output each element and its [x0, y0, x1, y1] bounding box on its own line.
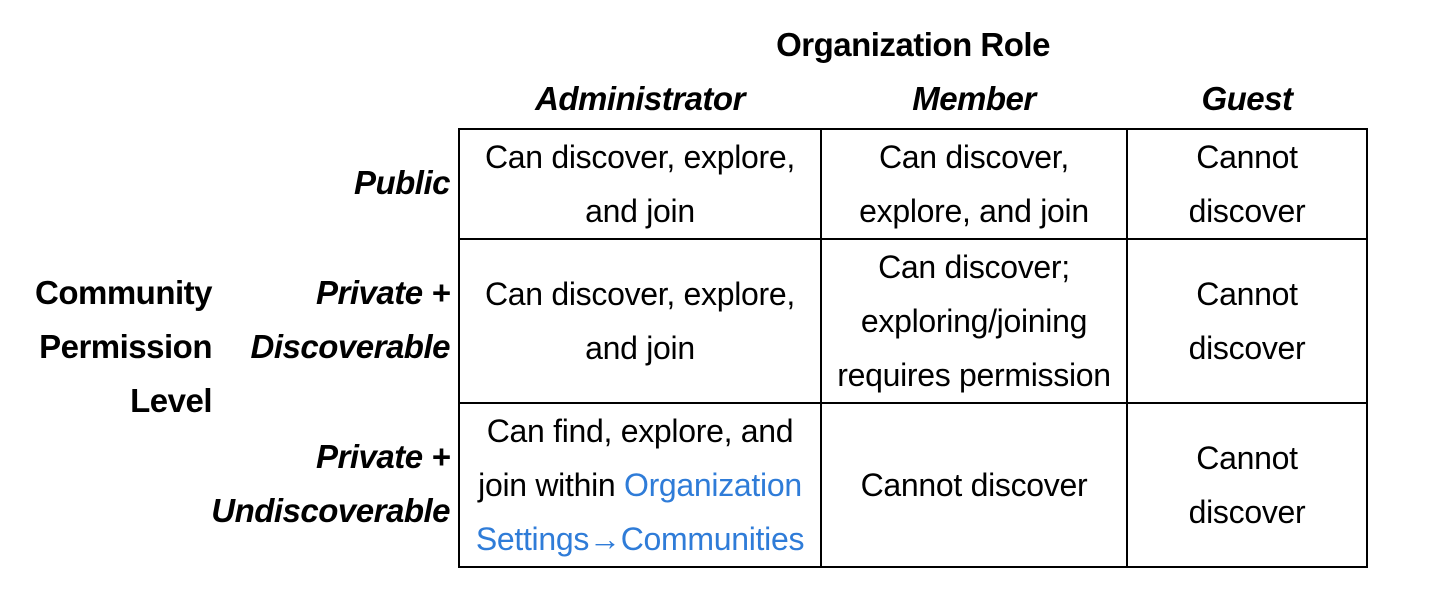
side-title-line: Community [35, 274, 212, 311]
permission-matrix-table [458, 128, 1368, 568]
column-header-administrator: Administrator [535, 80, 745, 117]
cell-private-discoverable-guest [1127, 239, 1367, 403]
cell-public-administrator [459, 129, 821, 239]
cell-line: explore, and join [859, 193, 1089, 229]
cell-line: Can find, explore, and [486, 413, 794, 449]
side-title-line: Level [130, 382, 212, 419]
cell-line: and join [585, 193, 695, 229]
side-title-line: Permission [39, 328, 212, 365]
cell-line: Cannot [1196, 440, 1298, 476]
cell-private-undiscoverable-member [821, 403, 1127, 567]
row-header-line: Undiscoverable [211, 492, 450, 529]
cell-line: Cannot [1196, 276, 1298, 312]
cell-line: Cannot [1196, 139, 1298, 175]
cell-private-discoverable-administrator [459, 239, 821, 403]
cell-line: discover [1188, 193, 1306, 229]
cell-public-guest [1127, 129, 1367, 239]
cell-line [460, 512, 820, 566]
table-row-private-undiscoverable [459, 403, 1367, 567]
row-header-private-discoverable [10, 266, 450, 374]
cell-line: Can discover, explore, [484, 276, 795, 312]
cell-line: Can discover, explore, [484, 139, 795, 175]
cell-private-undiscoverable-guest [1127, 403, 1367, 567]
cell-private-undiscoverable-administrator [459, 403, 821, 567]
organization-settings-link[interactable]: Organization [623, 467, 802, 503]
row-header-private-undiscoverable [10, 430, 450, 538]
cell-private-discoverable-member [821, 239, 1127, 403]
cell-line: discover [1188, 494, 1306, 530]
cell-public-member [821, 129, 1127, 239]
cell-line: Can discover; [878, 249, 1070, 285]
table-row-public [459, 129, 1367, 239]
cell-line: Can discover, [879, 139, 1069, 175]
communities-settings-link[interactable]: Settings→Communities [475, 521, 805, 557]
cell-text: join within [478, 467, 624, 503]
cell-line: exploring/joining [860, 303, 1088, 339]
organization-role-header: Organization Role [776, 26, 1050, 63]
row-header-public [10, 156, 450, 210]
row-header-line: Discoverable [250, 328, 450, 365]
row-header-line: Public [353, 164, 450, 201]
table-row-private-discoverable [459, 239, 1367, 403]
column-header-guest: Guest [1201, 80, 1293, 117]
cell-line: Cannot discover [860, 467, 1088, 503]
cell-line: and join [585, 330, 695, 366]
cell-line: discover [1188, 330, 1306, 366]
column-header-member: Member [912, 80, 1036, 117]
cell-line: requires permission [837, 357, 1111, 393]
row-header-line: Private + [315, 438, 450, 475]
cell-line [460, 458, 820, 512]
row-header-line: Private + [315, 274, 450, 311]
